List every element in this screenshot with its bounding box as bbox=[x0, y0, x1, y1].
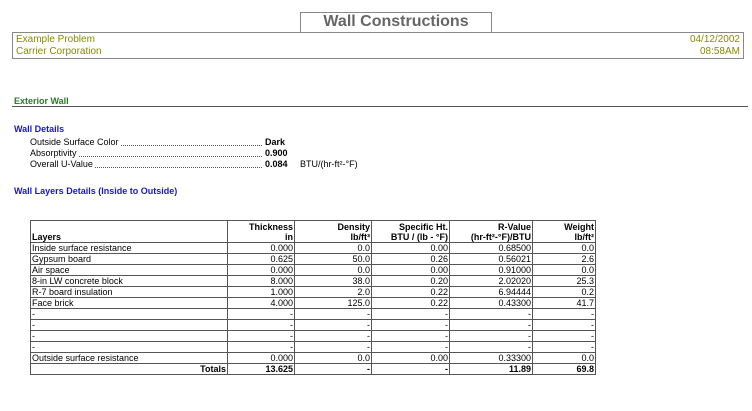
totals-density: - bbox=[295, 364, 372, 375]
table-row bbox=[31, 353, 596, 364]
specific-heat-cell: 0.22 bbox=[372, 298, 450, 309]
specific-heat-cell: - bbox=[372, 309, 450, 320]
density-cell: 0.0 bbox=[295, 243, 372, 254]
weight-cell: 25.3 bbox=[533, 276, 596, 287]
r-value-cell: 2.02020 bbox=[450, 276, 533, 287]
thickness-cell: 0.625 bbox=[228, 254, 295, 265]
specific-heat-cell: 0.00 bbox=[372, 353, 450, 364]
weight-cell: 0.0 bbox=[533, 265, 596, 276]
r-value-cell: - bbox=[450, 320, 533, 331]
layers-table bbox=[30, 220, 596, 375]
detail-unit: BTU/(hr-ft²-°F) bbox=[300, 159, 358, 169]
col-header-thickness: Thickness in bbox=[228, 221, 295, 243]
specific-heat-cell: 0.20 bbox=[372, 276, 450, 287]
thickness-cell: 1.000 bbox=[228, 287, 295, 298]
specific-heat-cell: 0.26 bbox=[372, 254, 450, 265]
weight-cell: 41.7 bbox=[533, 298, 596, 309]
header-row-1 bbox=[12, 32, 744, 46]
weight-cell: - bbox=[533, 342, 596, 353]
detail-value: 0.900 bbox=[265, 148, 288, 158]
totals-weight: 69.8 bbox=[533, 364, 596, 375]
specific-heat-cell: 0.22 bbox=[372, 287, 450, 298]
r-value-cell: 6.94444 bbox=[450, 287, 533, 298]
layer-name: - bbox=[31, 309, 228, 320]
thickness-cell: - bbox=[228, 331, 295, 342]
r-value-cell: 0.68500 bbox=[450, 243, 533, 254]
layer-name: 8-in LW concrete block bbox=[31, 276, 228, 287]
layer-name: - bbox=[31, 320, 228, 331]
r-value-cell: - bbox=[450, 342, 533, 353]
report-title: Wall Constructions bbox=[300, 12, 492, 33]
detail-value: 0.084 bbox=[265, 159, 288, 169]
layer-name: Face brick bbox=[31, 298, 228, 309]
thickness-cell: 0.000 bbox=[228, 265, 295, 276]
table-row bbox=[31, 265, 596, 276]
thickness-cell: 4.000 bbox=[228, 298, 295, 309]
layer-name: - bbox=[31, 342, 228, 353]
detail-label: Outside Surface Color bbox=[30, 137, 119, 147]
weight-cell: 2.6 bbox=[533, 254, 596, 265]
weight-cell: - bbox=[533, 309, 596, 320]
section-divider bbox=[12, 106, 748, 107]
thickness-cell: 0.000 bbox=[228, 353, 295, 364]
specific-heat-cell: - bbox=[372, 320, 450, 331]
table-row bbox=[31, 331, 596, 342]
layer-name: Air space bbox=[31, 265, 228, 276]
table-row bbox=[31, 287, 596, 298]
layer-name: Gypsum board bbox=[31, 254, 228, 265]
totals-r-value: 11.89 bbox=[450, 364, 533, 375]
density-cell: 0.0 bbox=[295, 265, 372, 276]
report-date: 04/12/2002 bbox=[689, 34, 740, 45]
col-header-layers: Layers bbox=[31, 221, 228, 243]
report-time: 08:58AM bbox=[699, 46, 740, 57]
r-value-cell: 0.43300 bbox=[450, 298, 533, 309]
thickness-cell: - bbox=[228, 309, 295, 320]
density-cell: - bbox=[295, 342, 372, 353]
density-cell: - bbox=[295, 309, 372, 320]
density-cell: - bbox=[295, 320, 372, 331]
r-value-cell: - bbox=[450, 309, 533, 320]
layer-name: R-7 board insulation bbox=[31, 287, 228, 298]
detail-label: Absorptivity bbox=[30, 148, 77, 158]
totals-thickness: 13.625 bbox=[228, 364, 295, 375]
table-row bbox=[31, 298, 596, 309]
weight-cell: - bbox=[533, 320, 596, 331]
col-header-weight: Weight lb/ft² bbox=[533, 221, 596, 243]
r-value-cell: 0.33300 bbox=[450, 353, 533, 364]
thickness-cell: - bbox=[228, 320, 295, 331]
detail-label: Overall U-Value bbox=[30, 159, 93, 169]
detail-value: Dark bbox=[265, 137, 286, 147]
table-row bbox=[31, 254, 596, 265]
table-row bbox=[31, 342, 596, 353]
table-row bbox=[31, 309, 596, 320]
table-row bbox=[31, 243, 596, 254]
specific-heat-cell: - bbox=[372, 342, 450, 353]
thickness-cell: 0.000 bbox=[228, 243, 295, 254]
density-cell: 125.0 bbox=[295, 298, 372, 309]
layer-name: Inside surface resistance bbox=[31, 243, 228, 254]
totals-specific-heat: - bbox=[372, 364, 450, 375]
specific-heat-cell: 0.00 bbox=[372, 265, 450, 276]
project-name: Example Problem bbox=[16, 34, 95, 45]
table-row bbox=[31, 320, 596, 331]
section-title: Exterior Wall bbox=[14, 96, 69, 106]
col-header-specific-heat: Specific Ht. BTU / (lb - °F) bbox=[372, 221, 450, 243]
r-value-cell: 0.56021 bbox=[450, 254, 533, 265]
company-name: Carrier Corporation bbox=[16, 46, 102, 57]
weight-cell: 0.0 bbox=[533, 353, 596, 364]
specific-heat-cell: - bbox=[372, 331, 450, 342]
weight-cell: 0.0 bbox=[533, 243, 596, 254]
layers-title: Wall Layers Details (Inside to Outside) bbox=[14, 186, 178, 196]
density-cell: 0.0 bbox=[295, 353, 372, 364]
weight-cell: - bbox=[533, 331, 596, 342]
header-row-2 bbox=[12, 45, 744, 59]
density-cell: 50.0 bbox=[295, 254, 372, 265]
layer-name: - bbox=[31, 331, 228, 342]
table-row bbox=[31, 276, 596, 287]
r-value-cell: 0.91000 bbox=[450, 265, 533, 276]
wall-details-title: Wall Details bbox=[14, 124, 65, 134]
density-cell: 2.0 bbox=[295, 287, 372, 298]
r-value-cell: - bbox=[450, 331, 533, 342]
layer-name: Outside surface resistance bbox=[31, 353, 228, 364]
col-header-r-value: R-Value (hr-ft²-°F)/BTU bbox=[450, 221, 533, 243]
totals-row bbox=[31, 364, 596, 375]
specific-heat-cell: 0.00 bbox=[372, 243, 450, 254]
density-cell: - bbox=[295, 331, 372, 342]
col-header-density: Density lb/ft³ bbox=[295, 221, 372, 243]
totals-label: Totals bbox=[31, 364, 228, 375]
weight-cell: 0.2 bbox=[533, 287, 596, 298]
density-cell: 38.0 bbox=[295, 276, 372, 287]
thickness-cell: 8.000 bbox=[228, 276, 295, 287]
thickness-cell: - bbox=[228, 342, 295, 353]
